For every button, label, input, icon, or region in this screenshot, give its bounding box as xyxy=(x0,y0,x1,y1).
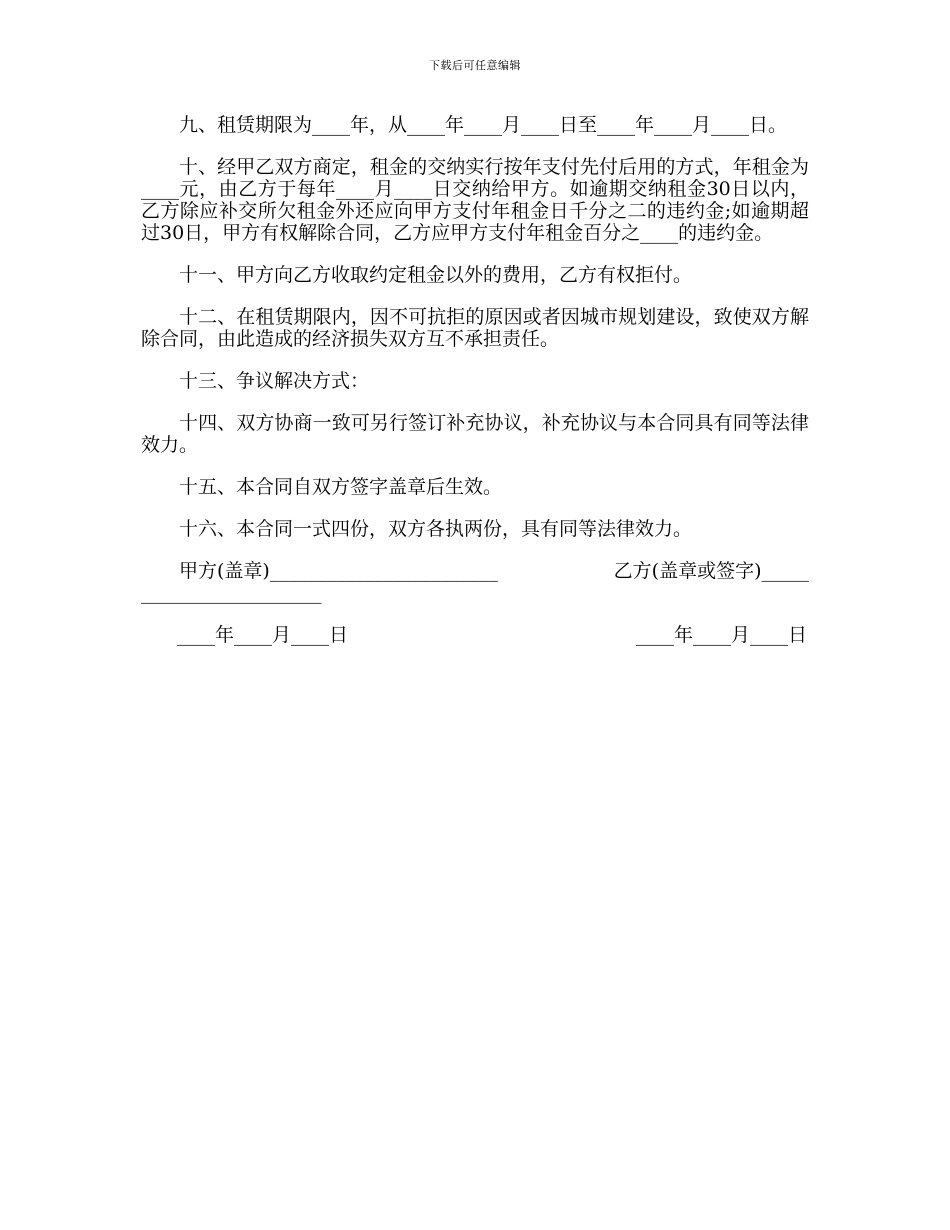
party-b-signature: 乙方(盖章或签字)_____ xyxy=(613,560,809,582)
clause-11: 十一、甲方向乙方收取约定租金以外的费用，乙方有权拒付。 xyxy=(179,264,693,286)
party-b-signature-continuation: ___________________ xyxy=(141,582,322,604)
clause-10: 十、经甲乙双方商定，租金的交纳实行按年支付先付后用的方式，年租金为____元，由乙方于每年____月____日交纳给甲方。如逾期交纳租金30日以内，乙方除应补交所欠租金外还应向甲方支付年租金日千分之二的违约金;如逾期超过30日，甲方有权解除合同，乙方应甲方支付年租金百分之____的违约金。 xyxy=(141,156,809,244)
party-a-signature: 甲方(盖章)________________________ xyxy=(179,560,498,582)
header-note: 下载后可任意编辑 xyxy=(429,59,521,72)
party-b-date: ____年____月____日 xyxy=(635,624,807,646)
date-row xyxy=(141,624,809,646)
signature-row xyxy=(141,560,809,582)
clause-13: 十三、争议解决方式： xyxy=(179,370,370,392)
clause-9: 九、租赁期限为____年，从____年____月____日至____年____月____日。 xyxy=(179,114,788,136)
clause-16: 十六、本合同一式四份，双方各执两份，具有同等法律效力。 xyxy=(179,518,693,540)
clause-12: 十二、在租赁期限内，因不可抗拒的原因或者因城市规划建设，致使双方解除合同，由此造成的经济损失双方互不承担责任。 xyxy=(141,306,809,350)
clause-14: 十四、双方协商一致可另行签订补充协议，补充协议与本合同具有同等法律效力。 xyxy=(141,412,809,456)
party-a-date: ____年____月____日 xyxy=(177,624,349,646)
clause-15: 十五、本合同自双方签字盖章后生效。 xyxy=(179,476,503,498)
contract-body xyxy=(141,114,809,646)
